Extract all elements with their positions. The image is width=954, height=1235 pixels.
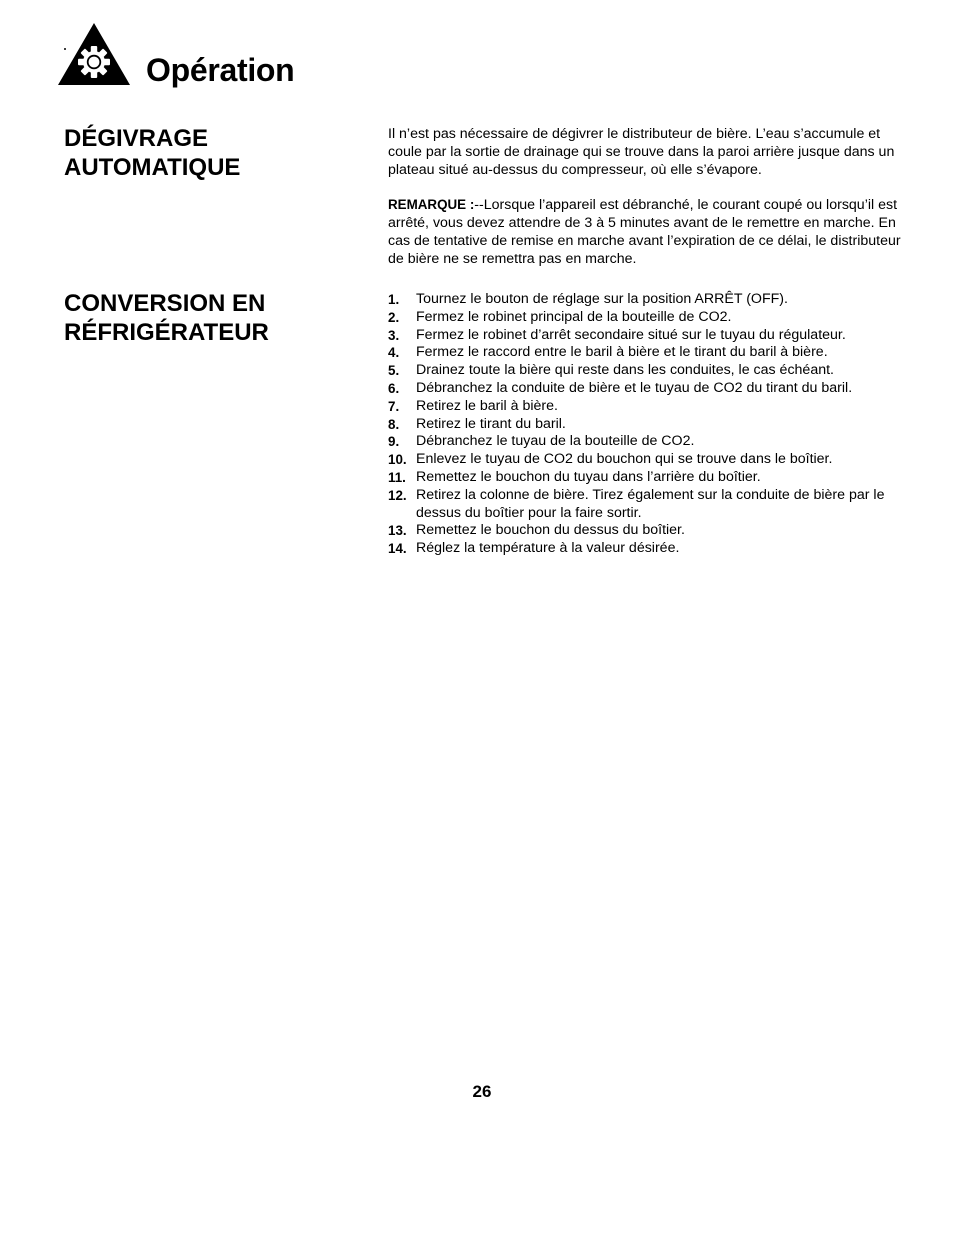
step-number: 12.	[388, 487, 407, 503]
step-text: Enlevez le tuyau de CO2 du bouchon qui se trouve dans le boîtier.	[416, 451, 833, 468]
step-text: Fermez le raccord entre le baril à bière et le tirant du baril à bière.	[416, 344, 828, 361]
list-item	[388, 309, 910, 327]
step-text: Remettez le bouchon du dessus du boîtier.	[416, 522, 685, 539]
conversion-steps-list	[388, 291, 910, 558]
conversion-heading-line-1: CONVERSION EN	[64, 290, 266, 317]
step-text: Tournez le bouton de réglage sur la position ARRÊT (OFF).	[416, 291, 788, 307]
list-item	[388, 344, 910, 362]
list-item	[388, 398, 910, 416]
note-label: REMARQUE :	[388, 197, 475, 212]
step-text: Réglez la température à la valeur désirée.	[416, 540, 680, 557]
defrost-heading	[64, 124, 344, 182]
list-item	[388, 487, 910, 523]
step-number: 11.	[388, 469, 406, 485]
page-title: Opération	[146, 52, 295, 88]
step-number: 7.	[388, 398, 400, 414]
step-number: 5.	[388, 363, 400, 379]
step-text: Fermez le robinet d’arrêt secondaire situé sur le tuyau du régulateur.	[416, 326, 846, 343]
step-text: Retirez le baril à bière.	[416, 397, 558, 414]
conversion-heading	[64, 289, 344, 347]
step-text: Drainez toute la bière qui reste dans les conduites, le cas échéant.	[416, 362, 834, 379]
step-text: Débranchez la conduite de bière et le tuyau de CO2 du tirant du baril.	[416, 379, 853, 396]
step-number: 6.	[388, 380, 400, 396]
defrost-heading-line-2: AUTOMATIQUE	[64, 154, 241, 181]
list-item	[388, 362, 910, 380]
list-item	[388, 380, 910, 398]
defrost-heading-line-1: DÉGIVRAGE	[64, 125, 209, 152]
step-text: Débranchez le tuyau de la bouteille de CO2.	[416, 433, 695, 450]
list-item	[388, 469, 910, 487]
step-text: Retirez la colonne de bière. Tirez également sur la conduite de bière par le dessus du boîtier pour la faire sortir.	[416, 486, 885, 521]
list-item	[388, 540, 910, 558]
step-text: Retirez le tirant du baril.	[416, 415, 566, 432]
list-item	[388, 433, 910, 451]
step-number: 9.	[388, 434, 400, 450]
page-number: 26	[472, 1082, 492, 1101]
step-number: 10.	[388, 452, 407, 468]
conversion-heading-line-2: RÉFRIGÉRATEUR	[64, 319, 269, 346]
note-text: --Lorsque l’appareil est débranché, le courant coupé ou lorsqu’il est arrêté, vous devez attendre de 3 à 5 minutes avant de le remettre en marche. En cas de tentative de remise en marche avant l’expiration de ce délai, le distributeur de bière ne se remettra pas en marche.	[388, 197, 901, 267]
list-item	[388, 451, 910, 469]
step-number: 4.	[388, 345, 400, 361]
step-number: 2.	[388, 309, 400, 325]
step-number: 8.	[388, 416, 400, 432]
defrost-note	[388, 196, 910, 268]
list-item	[388, 522, 910, 540]
step-number: 3.	[388, 327, 400, 343]
step-number: 1.	[388, 292, 400, 307]
list-item	[388, 291, 910, 309]
list-item	[388, 327, 910, 345]
defrost-paragraph: Il n’est pas nécessaire de dégivrer le distributeur de bière. L’eau s’accumule et coule par la sortie de drainage qui se trouve dans la paroi arrière jusque dans un plateau situé au-dessus du compresseur, où elle s’évapore.	[388, 126, 895, 178]
gear-warning-triangle-icon	[57, 22, 131, 86]
list-item	[388, 416, 910, 434]
step-number: 14.	[388, 541, 407, 557]
step-text: Remettez le bouchon du tuyau dans l’arrière du boîtier.	[416, 468, 761, 485]
step-number: 13.	[388, 523, 407, 539]
step-text: Fermez le robinet principal de la bouteille de CO2.	[416, 308, 732, 325]
